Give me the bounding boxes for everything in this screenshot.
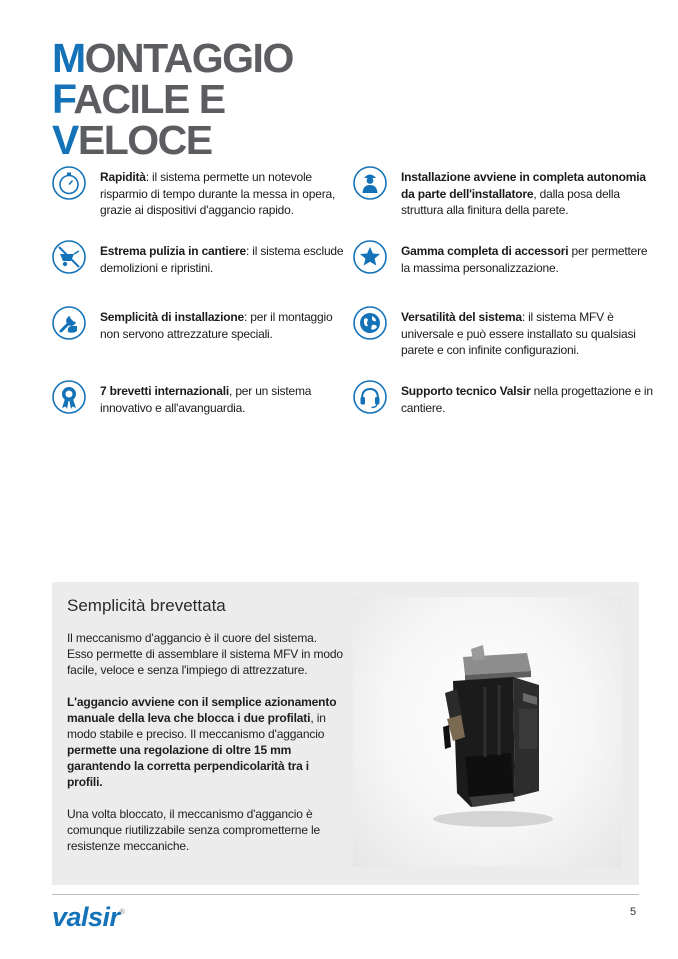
box-body [67,630,345,870]
stopwatch-icon [52,166,86,200]
award-ribbon-icon [52,380,86,414]
feature-installazione: Installazione avviene in completa autonomia da parte dell'installatore, dalla posa della struttura alla finitura della parete. [353,169,653,219]
box-paragraph: Il meccanismo d'aggancio è il cuore del sistema. Esso permette di assemblare il sistema MFV in modo facile, veloce e senza l'impiego di attrezzature. [67,631,343,677]
feature-supporto: Supporto tecnico Valsir nella progettazione e in cantiere. [353,383,653,416]
box-title: Semplicità brevettata [67,596,226,615]
feature-versatilita: Versatilità del sistema: il sistema MFV è universale e può essere installato su qualsiasi parete e con infinite configurazioni. [353,309,653,359]
globe-icon [353,306,387,340]
no-wheelbarrow-icon [52,240,86,274]
box-paragraph: L'aggancio avviene con il semplice azionamento manuale della leva che blocca i due profilati, in modo stabile e preciso. Il meccanismo d'aggancio permette una regolazione di oltre 15 mm garantendo la corretta perpendicolarità tra i profili. [67,695,337,789]
worker-icon [353,166,387,200]
box-paragraph: Una volta bloccato, il meccanismo d'aggancio è comunque riutilizzabile senza comprometterne le resistenze meccaniche. [67,807,321,853]
headset-icon [353,380,387,414]
feature-rapidita: Rapidità: il sistema permette un notevole risparmio di tempo durante la messa in opera, grazie ai dispositivi d'aggancio rapido. [52,169,352,219]
feature-pulizia: Estrema pulizia in cantiere: il sistema esclude demolizioni e ripristini. [52,243,352,276]
footer-divider [52,894,639,895]
page-number: 5 [630,906,637,918]
feature-brevetti: 7 brevetti internazionali, per un sistema innovativo e all'avanguardia. [52,383,352,416]
feature-semplicita: Semplicità di installazione: per il montaggio non servono attrezzature speciali. [52,309,352,342]
hook-mechanism-image [353,597,622,867]
valsir-logo: valsir® [52,902,125,932]
feature-gamma: Gamma completa di accessori per permettere la massima personalizzazione. [353,243,653,276]
wrench-hand-icon [52,306,86,340]
page-title: MONTAGGIO FACILE E VELOCE [52,35,293,163]
product-photo [353,597,622,867]
info-box [52,582,639,885]
star-icon [353,240,387,274]
